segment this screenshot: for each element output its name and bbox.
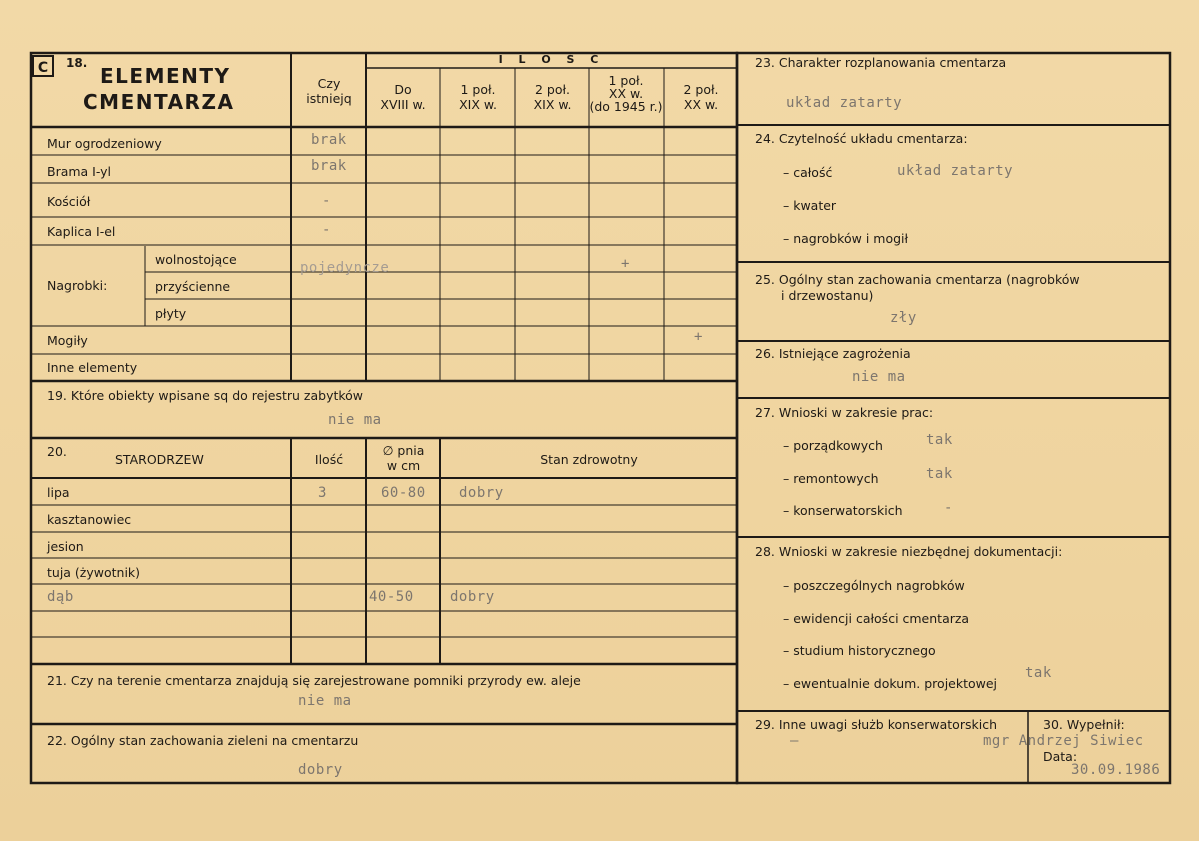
row-label-other: Inne elementy <box>47 360 138 375</box>
tree-count-lipa: 3 <box>318 485 327 501</box>
row-value-wall: brak <box>311 132 347 148</box>
q27-item-conservation: – konserwatorskich <box>783 503 903 518</box>
section-18-title-line2: CMENTARZA <box>83 90 235 114</box>
tree-name-kasztanowiec: kasztanowiec <box>47 512 132 527</box>
tombstones-1945-mark: + <box>621 256 630 272</box>
q27-label: 27. Wnioski w zakresie prac: <box>755 405 934 420</box>
tree-name-lipa: lipa <box>47 485 70 500</box>
q19-answer: nie ma <box>328 412 382 428</box>
graves-mark: + <box>694 329 703 345</box>
col-header-exists: Czy istniejq <box>306 76 352 106</box>
trees-col-health: Stan zdrowotny <box>540 452 638 467</box>
row-label-chapel: Kaplica I-el <box>47 224 116 239</box>
row-label-graves: Mogiły <box>47 333 88 348</box>
section-letter-box: C <box>32 55 54 77</box>
q25-label-line2: i drzewostanu) <box>781 288 874 303</box>
q27-answer-cleanup: tak <box>926 432 953 448</box>
section-18-number: 18. <box>66 56 88 70</box>
q28-answer: tak <box>1025 665 1052 681</box>
col-header-period-2: 1 poł. XIX w. <box>459 82 497 112</box>
q30-label: 30. Wypełnił: <box>1043 717 1125 732</box>
col-header-period-3: 2 poł. XIX w. <box>533 82 572 112</box>
col-header-period-4: 1 poł. XX w. (do 1945 r.) <box>589 73 663 114</box>
q21-label: 21. Czy na terenie cmentarza znajdują się zarejestrowane pomniki przyrody ew. aleje <box>47 673 581 688</box>
row-label-church: Kościół <box>47 194 91 209</box>
q28-label: 28. Wnioski w zakresie niezbędnej dokumentacji: <box>755 544 1063 559</box>
row-label-wall-mounted: przyścienne <box>155 279 231 294</box>
tree-health-dab: dobry <box>450 589 495 605</box>
q28-item-tombstones: – poszczególnych nagrobków <box>783 578 965 593</box>
q27-item-cleanup: – porządkowych <box>783 438 883 453</box>
tree-health-lipa: dobry <box>459 485 504 501</box>
q24-label: 24. Czytelność układu cmentarza: <box>755 131 968 146</box>
q29-label: 29. Inne uwagi służb konserwatorskich <box>755 717 997 732</box>
tree-name-tuja: tuja (żywotnik) <box>47 565 141 580</box>
tombstones-value: pojedyncze <box>300 260 390 276</box>
q26-answer: nie ma <box>852 369 906 385</box>
q24-answer: układ zatarty <box>897 163 1014 179</box>
q25-label-line1: 25. Ogólny stan zachowania cmentarza (nagrobków <box>755 272 1080 287</box>
section-18-title-line1: ELEMENTY <box>100 64 231 88</box>
row-value-chapel: - <box>322 222 331 238</box>
tree-diameter-dab: 40-50 <box>369 589 414 605</box>
q26-label: 26. Istniejące zagrożenia <box>755 346 911 361</box>
q24-item-quarters: – kwater <box>783 198 837 213</box>
section-20-title: STARODRZEW <box>115 452 204 467</box>
col-header-period-1: Do XVIII w. <box>380 82 426 112</box>
q22-label: 22. Ogólny stan zachowania zieleni na cmentarzu <box>47 733 359 748</box>
col-header-period-5: 2 poł. XX w. <box>683 82 719 112</box>
tree-name-jesion: jesion <box>47 539 84 554</box>
q24-item-whole: – całość <box>783 165 833 180</box>
trees-col-diameter: ∅ pnia w cm <box>382 443 425 473</box>
q19-label: 19. Które obiekty wpisane sq do rejestru zabytków <box>47 388 364 403</box>
q22-answer: dobry <box>298 762 343 778</box>
tree-name-dab: dąb <box>47 589 74 605</box>
q30-date: 30.09.1986 <box>1071 762 1161 778</box>
q23-label: 23. Charakter rozplanowania cmentarza <box>755 55 1007 70</box>
section-20-number: 20. <box>47 444 67 459</box>
row-value-church: - <box>322 193 331 209</box>
q27-item-renovation: – remontowych <box>783 471 879 486</box>
tree-diameter-lipa: 60-80 <box>381 485 426 501</box>
row-label-tombstones: Nagrobki: <box>47 278 108 293</box>
row-label-freestanding: wolnostojące <box>155 252 237 267</box>
trees-col-count: Ilość <box>314 452 344 467</box>
q28-item-project: – ewentualnie dokum. projektowej <box>783 676 998 691</box>
row-label-wall: Mur ogrodzeniowy <box>47 136 162 151</box>
q28-item-records: – ewidencji całości cmentarza <box>783 611 970 626</box>
q23-answer: układ zatarty <box>786 95 903 111</box>
row-value-gate: brak <box>311 158 347 174</box>
q27-answer-conservation: - <box>944 500 953 516</box>
q24-item-graves: – nagrobków i mogił <box>783 231 909 246</box>
q27-answer-renovation: tak <box>926 466 953 482</box>
q30-name: mgr Andrzej Siwiec <box>983 733 1144 749</box>
col-header-ilosc: I L O Ś Ć <box>498 53 605 66</box>
q21-answer: nie ma <box>298 693 352 709</box>
q25-answer: zły <box>890 310 917 326</box>
q30-date-label: Data: <box>1043 749 1078 764</box>
row-label-gate: Brama I-yl <box>47 164 112 179</box>
q28-item-history: – studium historycznego <box>783 643 936 658</box>
row-label-slabs: płyty <box>155 306 187 321</box>
q29-answer: – <box>790 733 799 749</box>
